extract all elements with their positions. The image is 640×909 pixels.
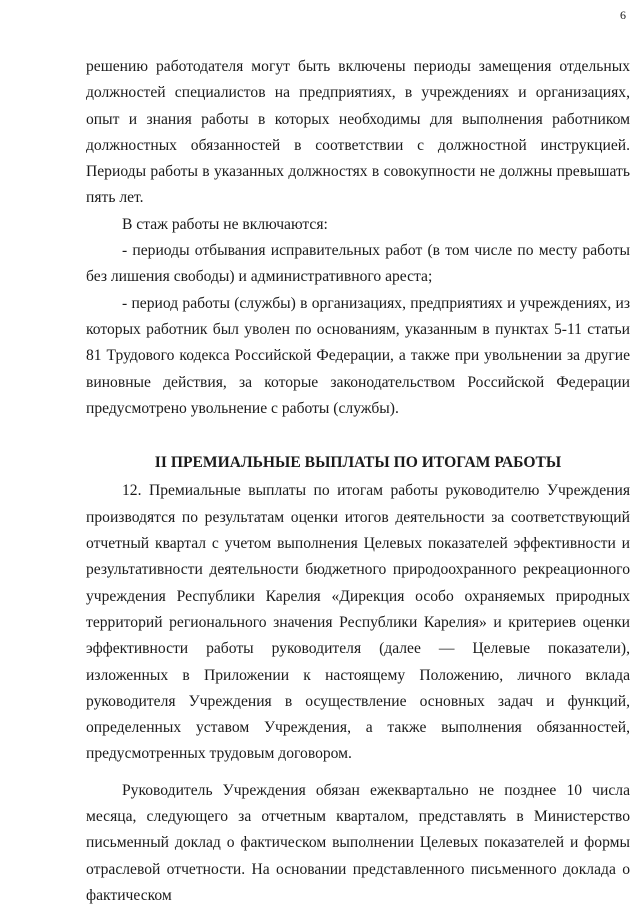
page-number: 6 — [620, 8, 626, 22]
paragraph-clause-12: 12. Премиальные выплаты по итогам работы руководителю Учреждения производятся по результатам оценки итогов деятельности за соответствующий отчетный квартал с учетом выполнения Целевых показателей эффективности и результативности деятельности бюджетного природоохранного рекреационного учреждения Республики Карелия «Дирекция особо охраняемых природных территорий регионального значения Республики Карелия» и критериев оценки эффективности работы руководителя (далее — Целевые показатели), изложенных в Приложении к настоящему Положению, личного вклада руководителя Учреждения в осуществление основных задач и функций, определенных уставом Учреждения, а также выполнения обязанностей, предусмотренных трудовым договором. — [86, 482, 630, 763]
paragraph-continuation: решению работодателя могут быть включены периоды замещения отдельных должностей специалистов на предприятиях, в учреждениях и организациях, опыт и знания работы в которых необходимы для выполнения работником должностных обязанностей в соответствии с должностной инструкцией. Периоды работы в указанных должностях в совокупности не должны превышать пять лет. — [86, 58, 630, 207]
paragraph-excluded-intro: В стаж работы не включаются: — [122, 215, 328, 233]
paragraph-excluded-item-2: - период работы (службы) в организациях, предприятиях и учреждениях, из которых работник был уволен по основаниям, указанным в пунктах 5-11 статьи 81 Трудового кодекса Российской Федерации, а также при увольнении за другие виновные действия, за которые законодательством Российской Федерации предусмотрено увольнение с работы (службы). — [86, 294, 630, 417]
document-body — [86, 54, 630, 909]
paragraph-report-obligation: Руководитель Учреждения обязан ежеквартально не позднее 10 числа месяца, следующего за отчетным кварталом, представлять в Министерство письменный доклад о фактическом выполнении Целевых показателей и формы отраслевой отчетности. На основании представленного письменного доклада о фактическом — [86, 781, 630, 904]
section-heading: II ПРЕМИАЛЬНЫЕ ВЫПЛАТЫ ПО ИТОГАМ РАБОТЫ — [154, 454, 562, 472]
paragraph-excluded-item-1: - периоды отбывания исправительных работ (в том числе по месту работы без лишения свободы) и административного ареста; — [86, 242, 630, 286]
